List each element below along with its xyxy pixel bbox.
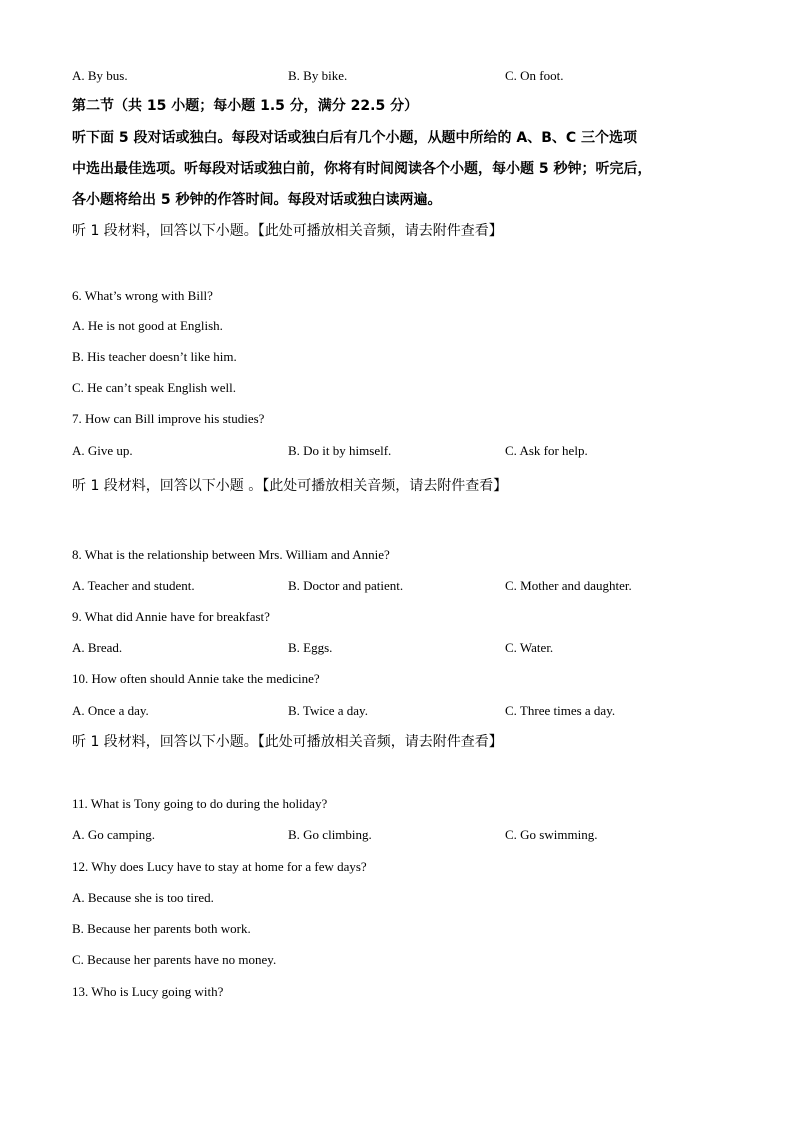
- question-13: 13. Who is Lucy going with?: [72, 984, 224, 999]
- q5-option-a[interactable]: A. By bus.: [72, 68, 128, 83]
- q5-options: [72, 68, 732, 84]
- question-12: 12. Why does Lucy have to stay at home for a few days?: [72, 859, 367, 874]
- material-note-2[interactable]: 听 1 段材料，回答以下小题 。【此处可播放相关音频，请去附件查看】: [72, 478, 508, 494]
- q6-option-a[interactable]: A. He is not good at English.: [72, 318, 223, 333]
- q10-option-c[interactable]: C. Three times a day.: [505, 703, 616, 718]
- material-note-1[interactable]: 听 1 段材料，回答以下小题。【此处可播放相关音频，请去附件查看】: [72, 223, 503, 239]
- question-11: 11. What is Tony going to do during the holiday?: [72, 796, 328, 811]
- q9-options: [72, 640, 732, 656]
- q9-option-b[interactable]: B. Eggs.: [288, 640, 333, 655]
- q5-option-b[interactable]: B. By bike.: [288, 68, 348, 83]
- q12-option-c[interactable]: C. Because her parents have no money.: [72, 952, 277, 967]
- q12-option-b[interactable]: B. Because her parents both work.: [72, 921, 251, 936]
- q8-option-b[interactable]: B. Doctor and patient.: [288, 578, 404, 593]
- q10-option-a[interactable]: A. Once a day.: [72, 703, 149, 718]
- question-10: 10. How often should Annie take the medicine?: [72, 671, 320, 686]
- q11-option-a[interactable]: A. Go camping.: [72, 827, 156, 842]
- question-8: 8. What is the relationship between Mrs. William and Annie?: [72, 547, 390, 562]
- q11-option-c[interactable]: C. Go swimming.: [505, 827, 598, 842]
- q10-options: [72, 703, 732, 719]
- q12-option-a[interactable]: A. Because she is too tired.: [72, 890, 214, 905]
- q8-option-a[interactable]: A. Teacher and student.: [72, 578, 195, 593]
- q8-option-c[interactable]: C. Mother and daughter.: [505, 578, 632, 593]
- q9-option-a[interactable]: A. Bread.: [72, 640, 123, 655]
- instruction-line-1: 听下面 5 段对话或独白。每段对话或独白后有几个小题，从题中所给的 A、B、C 三个选项: [72, 130, 638, 146]
- question-7: 7. How can Bill improve his studies?: [72, 411, 265, 426]
- q11-options: [72, 827, 732, 843]
- material-note-3[interactable]: 听 1 段材料，回答以下小题。【此处可播放相关音频，请去附件查看】: [72, 734, 503, 750]
- q6-option-c[interactable]: C. He can’t speak English well.: [72, 380, 237, 395]
- q6-option-b[interactable]: B. His teacher doesn’t like him.: [72, 349, 237, 364]
- q9-option-c[interactable]: C. Water.: [505, 640, 554, 655]
- q7-option-b[interactable]: B. Do it by himself.: [288, 443, 392, 458]
- question-6: 6. What’s wrong with Bill?: [72, 288, 213, 303]
- q7-option-c[interactable]: C. Ask for help.: [505, 443, 588, 458]
- instruction-line-2: 中选出最佳选项。听每段对话或独白前，你将有时间阅读各个小题，每小题 5 秒钟；听完后，: [72, 161, 652, 177]
- question-9: 9. What did Annie have for breakfast?: [72, 609, 270, 624]
- q8-options: [72, 578, 732, 594]
- q7-option-a[interactable]: A. Give up.: [72, 443, 133, 458]
- instruction-line-3: 各小题将给出 5 秒钟的作答时间。每段对话或独白读两遍。: [72, 192, 442, 208]
- q10-option-b[interactable]: B. Twice a day.: [288, 703, 368, 718]
- q7-options: [72, 443, 732, 459]
- section-heading: 第二节（共 15 小题；每小题 1.5 分，满分 22.5 分）: [72, 98, 419, 114]
- q11-option-b[interactable]: B. Go climbing.: [288, 827, 372, 842]
- q5-option-c[interactable]: C. On foot.: [505, 68, 564, 83]
